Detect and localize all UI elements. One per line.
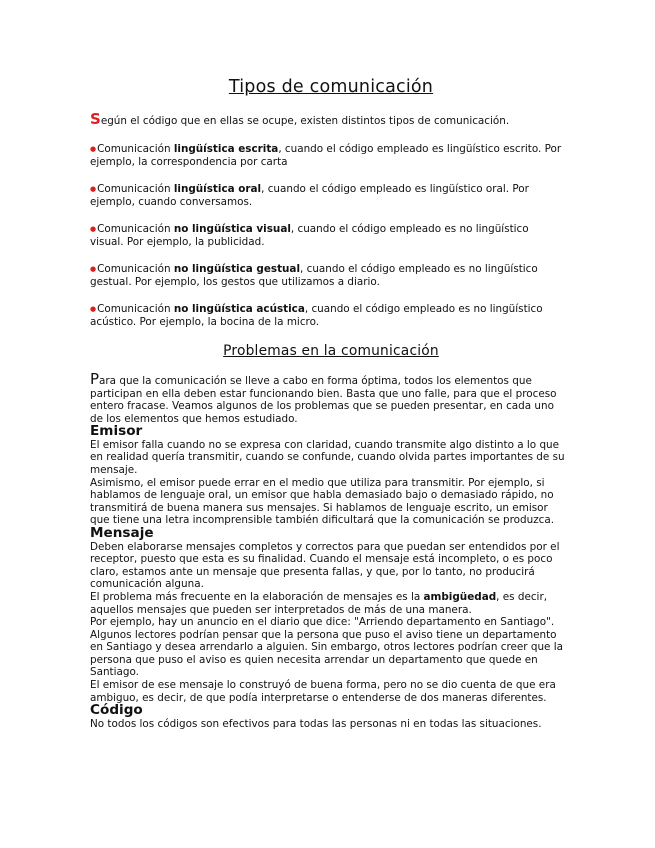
item-bold-term: lingüística oral	[173, 183, 262, 195]
intro-text: egún el código que en ellas se ocupe, existen distintos tipos de comunicación.	[100, 115, 510, 127]
section-title: Problemas en la comunicación	[223, 343, 439, 359]
list-item	[90, 263, 565, 288]
mensaje-p2-pre: El problema más frecuente en la elaboración de mensajes es la	[90, 590, 424, 603]
codigo-paragraph-1: No todos los códigos son efectivos para todas las personas ni en todas las situaciones.	[90, 717, 542, 730]
bullet-icon: ●	[90, 225, 97, 233]
emisor-paragraph-2: Asimismo, el emisor puede errar en el medio que utiliza para transmitir. Por ejemplo, si hablamos de lenguaje oral, un emisor que habla demasiado bajo o demasiado rápido, no transmitirá de buena manera sus mensajes. Si hablamos de lenguaje escrito, un emisor que tiene una letra incomprensible también dificultará que la comunicación se produzca.	[90, 476, 555, 527]
intro-dropcap: S	[90, 110, 101, 128]
mensaje-paragraph-3: Por ejemplo, hay un anuncio en el diario que dice: "Arriendo departamento en Santiago". Algunos lectores podrían pensar que la persona que puso el aviso tiene un departamento en Santiago y desea arrendarlo a alguien. Sin embargo, otros lectores podrían creer que la persona que puso el aviso es quien necesita arrendar un departamento que quede en Santiago.	[90, 616, 563, 679]
list-item	[90, 303, 565, 328]
problems-section	[90, 370, 566, 730]
mensaje-heading: Mensaje	[90, 525, 154, 542]
bullet-icon: ●	[90, 265, 97, 273]
item-bold-term: no lingüística gestual	[173, 263, 301, 275]
list-item	[90, 143, 565, 168]
list-item	[90, 183, 565, 208]
emisor-paragraph-1: El emisor falla cuando no se expresa con claridad, cuando transmite algo distinto a lo que en realidad quería transmitir, cuando se confunde, cuando olvida partes importantes de su mensaje.	[90, 438, 565, 477]
page-title: Tipos de comunicación	[228, 77, 434, 97]
mensaje-paragraph-1: Deben elaborarse mensajes completos y correctos para que puedan ser entendidos por el receptor, puesto que esta es su finalidad. Cuando el mensaje está incompleto, o es poco claro, estamos ante un mensaje que presenta fallas, y que, por lo tanto, no producirá comunicación alguna.	[90, 540, 560, 591]
mensaje-p2-post: , es decir, aquellos mensajes que pueden ser interpretados de más de una manera.	[90, 590, 548, 616]
item-bold-term: lingüística escrita	[173, 143, 279, 155]
item-text: , cuando el código empleado es lingüístico oral. Por ejemplo, cuando conversamos.	[90, 183, 529, 208]
problems-intro-text: ara que la comunicación se lleve a cabo en forma óptima, todos los elementos que participan en ella deben estar funcionando bien. Basta que uno falle, para que el proceso entero fracase. Veamos algunos de los problemas que se pueden presentar, en cada uno de los elementos que hemos estudiado.	[90, 375, 557, 425]
bullet-icon: ●	[90, 185, 97, 193]
problems-dropcap: P	[90, 370, 100, 388]
item-text: , cuando el código empleado es no lingüístico visual. Por ejemplo, la publicidad.	[90, 223, 529, 248]
mensaje-paragraph-2	[90, 591, 566, 616]
mensaje-paragraph-4: El emisor de ese mensaje lo construyó de buena forma, pero no se dio cuenta de que era ambiguo, es decir, de que podía interpretarse o entenderse de dos maneras diferentes.	[90, 679, 556, 704]
problems-intro	[90, 370, 566, 425]
item-text: , cuando el código empleado es no lingüístico acústico. Por ejemplo, la bocina de la micro.	[90, 303, 543, 328]
item-bold-term: no lingüística visual	[173, 223, 291, 235]
item-prefix: Comunicación	[97, 183, 174, 195]
intro-paragraph	[90, 110, 572, 128]
item-prefix: Comunicación	[97, 143, 174, 155]
mensaje-p2-bold: ambigüedad	[423, 590, 497, 603]
item-prefix: Comunicación	[97, 263, 174, 275]
item-text: , cuando el código empleado es no lingüístico gestual. Por ejemplo, los gestos que utilizamos a diario.	[90, 263, 538, 288]
bullet-icon: ●	[90, 305, 97, 313]
codigo-heading: Código	[90, 702, 143, 719]
list-item	[90, 223, 565, 248]
item-prefix: Comunicación	[97, 303, 174, 315]
item-prefix: Comunicación	[97, 223, 174, 235]
emisor-heading: Emisor	[90, 423, 143, 440]
item-text: , cuando el código empleado es lingüístico escrito. Por ejemplo, la correspondencia por carta	[90, 143, 562, 168]
bullet-icon: ●	[90, 145, 97, 153]
item-bold-term: no lingüística acústica	[173, 303, 305, 315]
